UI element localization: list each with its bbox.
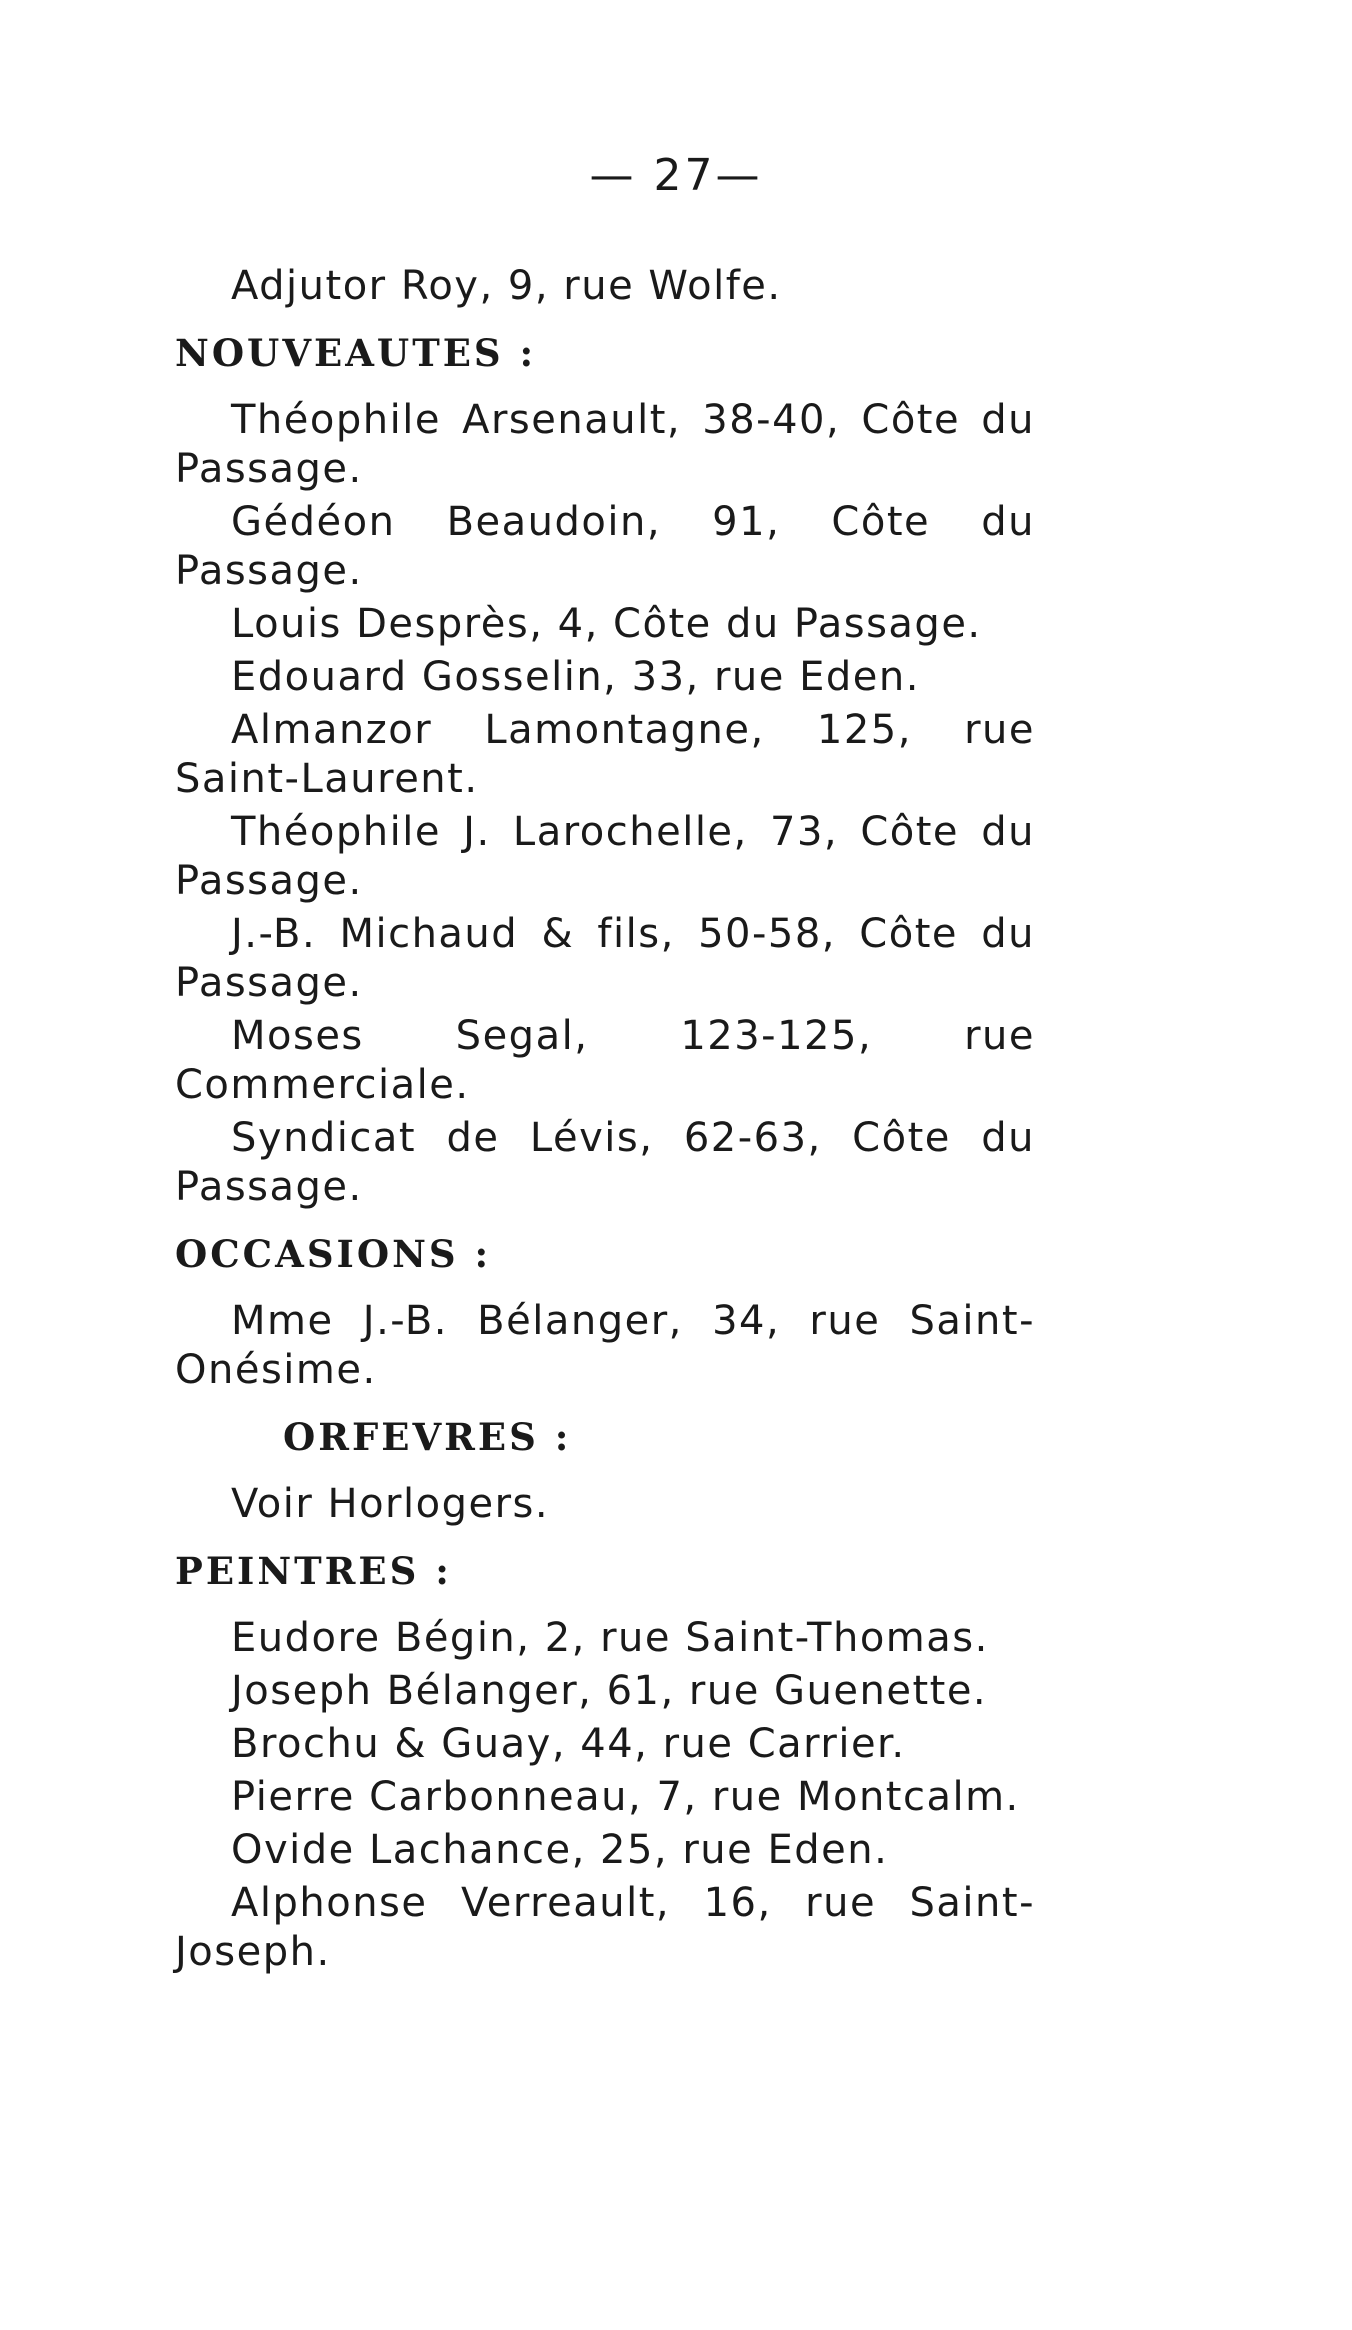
directory-entry: Pierre Carbonneau, 7, rue Montcalm.	[231, 1774, 1020, 1820]
directory-entry: Théophile Arsenault, 38-40, Côte du Passage.	[175, 397, 1035, 492]
directory-entry: Syndicat de Lévis, 62-63, Côte du Passage.	[175, 1115, 1035, 1210]
directory-entry: Mme J.-B. Bélanger, 34, rue Saint-Onésime.	[175, 1298, 1035, 1393]
directory-entry: Moses Segal, 123-125, rue Commerciale.	[175, 1013, 1035, 1108]
directory-entry: Adjutor Roy, 9, rue Wolfe.	[231, 263, 782, 309]
section-nouveautes	[175, 329, 1035, 1212]
directory-entry: Almanzor Lamontagne, 125, rue Saint-Laurent.	[175, 707, 1035, 802]
directory-entry: Théophile J. Larochelle, 73, Côte du Passage.	[175, 809, 1035, 904]
section-heading: OCCASIONS :	[175, 1232, 492, 1276]
directory-entry: Voir Horlogers.	[231, 1481, 550, 1527]
directory-entry: Joseph Bélanger, 61, rue Guenette.	[231, 1668, 988, 1714]
page-number: — 27—	[589, 150, 763, 201]
section-heading: NOUVEAUTES :	[175, 331, 537, 375]
directory-entry: Brochu & Guay, 44, rue Carrier.	[231, 1721, 906, 1767]
directory-entry: Edouard Gosselin, 33, rue Eden.	[231, 654, 920, 700]
directory-entry: Ovide Lachance, 25, rue Eden.	[231, 1827, 889, 1873]
section-occasions	[175, 1230, 1035, 1395]
directory-entry: J.-B. Michaud & fils, 50-58, Côte du Passage.	[175, 911, 1035, 1006]
directory-entry: Alphonse Verreault, 16, rue Saint-Joseph.	[175, 1880, 1035, 1975]
section-peintres	[175, 1547, 1035, 1977]
directory-entry: Eudore Bégin, 2, rue Saint-Thomas.	[231, 1615, 989, 1661]
section-heading: ORFEVRES :	[283, 1415, 572, 1459]
section-orfevres	[175, 1413, 1035, 1529]
directory-entry: Louis Desprès, 4, Côte du Passage.	[231, 601, 982, 647]
directory-entry: Gédéon Beaudoin, 91, Côte du Passage.	[175, 499, 1035, 594]
section-heading: PEINTRES :	[175, 1549, 452, 1593]
directory-content	[175, 262, 1035, 1981]
